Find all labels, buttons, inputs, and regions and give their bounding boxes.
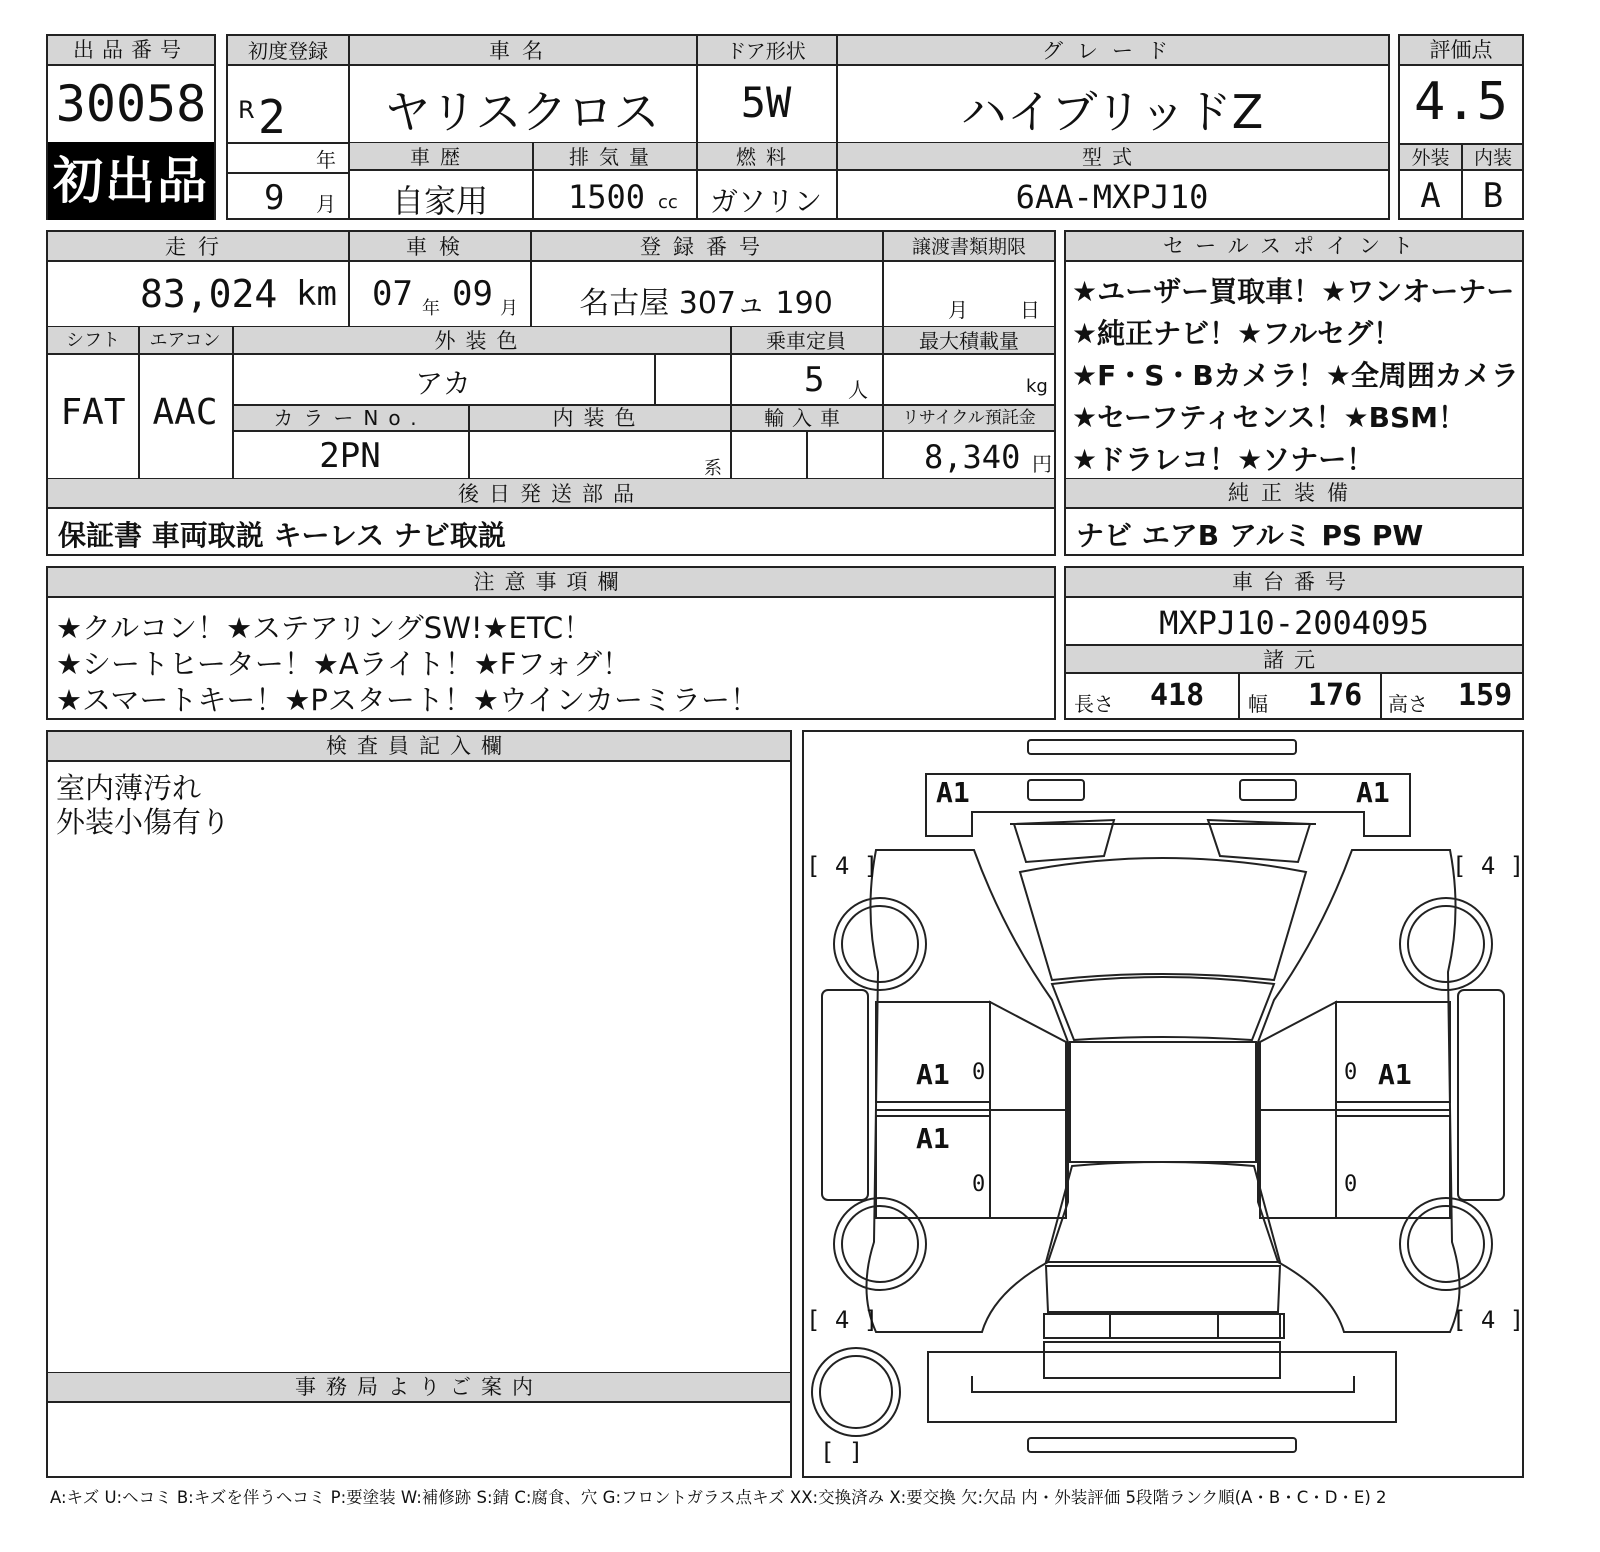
right-side-body (1258, 850, 1460, 1332)
car-name-label: 車名 (489, 39, 555, 63)
mark-left-rear-door: A1 (916, 1122, 950, 1155)
grade-label: グレード (1042, 39, 1182, 63)
inspector-box (46, 730, 792, 1478)
notes-line-3: ★スマートキー！★Pスタート！★ウインカーミラー！ (56, 683, 760, 717)
width-value: 176 (1308, 678, 1363, 713)
reg-month: 9 (264, 178, 285, 218)
inspector-line-1: 室内薄汚れ (56, 771, 202, 805)
aircon-label: エアコン (149, 330, 221, 351)
legend: A:キズ U:ヘコミ B:キズを伴うヘコミ P:要塗装 W:補修跡 S:錆 C:腐食、穴 G:フロントガラス点キズ XX:交換済み X:要交換 欠:欠品 内・外装評価 5段階ランク順(A・B・C・D・E) 2 (50, 1488, 1387, 1507)
wheel-rear-right (1400, 1198, 1492, 1290)
rear-bottom-bar (1028, 1438, 1296, 1452)
windshield (1052, 977, 1274, 1040)
zero-right-front: 0 (1344, 1060, 1358, 1085)
car-diagram (804, 732, 1525, 1476)
color-no-label: カラーNo. (273, 406, 427, 430)
aircon-value: AAC (152, 392, 218, 433)
history-label: 車歴 (410, 145, 470, 169)
transfer-day-unit: 日 (1020, 298, 1040, 322)
mileage-unit: km (296, 274, 337, 314)
import-label: 輸入車 (764, 406, 848, 430)
history-value: 自家用 (391, 182, 488, 220)
int-score: B (1482, 176, 1504, 216)
door-type: 5W (740, 78, 792, 127)
mileage-value: 83,024 (140, 272, 278, 316)
color-no-value: 2PN (319, 436, 381, 476)
grade: ハイブリッドZ (960, 85, 1264, 139)
details-box (46, 230, 1056, 556)
capacity-value: 5 (804, 360, 825, 400)
int-color-label: 内装色 (552, 406, 646, 430)
sales-line-5: ★ドラレコ！★ソナー！ (1072, 443, 1375, 476)
model-value: 6AA-MXPJ10 (1015, 178, 1209, 216)
rear-light-left (1044, 1314, 1110, 1338)
rear-light-right (1218, 1314, 1284, 1338)
length-label: 長さ (1074, 692, 1114, 716)
ext-score: A (1420, 176, 1441, 216)
fuel-value: ガソリン (709, 185, 822, 218)
inspection-year: 07 (372, 274, 413, 314)
left-sill (822, 990, 868, 1200)
inspection-year-unit: 年 (422, 298, 440, 319)
zero-right-rear: 0 (1344, 1172, 1358, 1197)
score-value: 4.5 (1414, 72, 1508, 132)
tire-front-right: [ 4 ] (1452, 852, 1525, 880)
chassis-label: 車台番号 (1066, 568, 1522, 598)
notes-line-1: ★クルコン！★ステアリングSW!★ETC！ (56, 611, 593, 645)
sales-line-4: ★セーフティセンス！★BSM！ (1072, 401, 1466, 434)
left-side-body (866, 850, 1068, 1332)
chassis-value: MXPJ10-2004095 (1159, 604, 1429, 642)
recycle-label: リサイクル預託金 (902, 408, 1036, 428)
inspector-label: 検査員記入欄 (48, 732, 790, 762)
sales-line-3: ★F・S・Bカメラ！★全周囲カメラ (1072, 359, 1519, 392)
shift-label: シフト (66, 330, 120, 351)
right-sill (1458, 990, 1504, 1200)
displacement-value: 1500 (568, 178, 646, 216)
tailgate (1046, 1266, 1280, 1312)
divider (882, 232, 884, 478)
chassis-box (1064, 566, 1524, 720)
car-name: ヤリスクロス (384, 85, 660, 139)
mark-front-left: A1 (936, 776, 970, 809)
score-label: 評価点 (1400, 36, 1522, 66)
divider (806, 432, 808, 478)
ext-score-label: 外装 (1411, 147, 1450, 169)
shift-value: FAT (60, 392, 126, 433)
rear-plate (1044, 1314, 1280, 1338)
wheel-rear-left (834, 1198, 926, 1290)
plate-label: 登録番号 (640, 235, 772, 259)
int-color-unit: 系 (704, 458, 722, 479)
plate-value: 名古屋 307ュ 190 (579, 286, 833, 321)
reg-month-unit: 月 (316, 192, 336, 216)
specs-label: 諸元 (1066, 644, 1522, 674)
hood (1020, 858, 1306, 980)
spare-tire (812, 1348, 900, 1436)
max-load-label: 最大積載量 (919, 329, 1019, 353)
reg-era: R (238, 96, 255, 124)
later-parts-label: 後日発送部品 (458, 482, 644, 506)
zero-left-rear: 0 (972, 1172, 986, 1197)
inspection-month: 09 (452, 274, 493, 314)
reg-label: 初度登録 (248, 39, 328, 63)
front-bumper-top-bar (1028, 740, 1296, 754)
car-diagram-box (802, 730, 1524, 1478)
sales-box (1064, 230, 1524, 556)
roof (1070, 1042, 1256, 1162)
max-load-unit: kg (1026, 376, 1048, 397)
transfer-label: 譲渡書類期限 (911, 236, 1026, 258)
capacity-label: 乗車定員 (766, 329, 846, 353)
tire-rear-right: [ 4 ] (1452, 1306, 1525, 1334)
int-score-label: 内装 (1473, 147, 1512, 169)
model-label: 型式 (1082, 145, 1142, 169)
inspector-line-2: 外装小傷有り (56, 805, 231, 839)
spare-tire-mark: [ ] (820, 1438, 864, 1466)
capacity-unit: 人 (848, 378, 868, 402)
later-parts-value: 保証書 車両取説 キーレス ナビ取説 (58, 519, 506, 552)
sales-line-1: ★ユーザー買取車！★ワンオーナー (1072, 275, 1515, 308)
inspection-label: 車検 (406, 235, 472, 259)
mileage-label: 走行 (165, 235, 231, 259)
score-box (1398, 34, 1524, 220)
tire-rear-left: [ 4 ] (806, 1306, 879, 1334)
divider (1238, 674, 1240, 718)
wheel-front-right (1400, 898, 1492, 990)
lot-box (46, 34, 216, 220)
displacement-unit: cc (658, 192, 678, 213)
first-listing-badge: 初出品 (48, 142, 214, 220)
equipment-value: ナビ エアB アルミ PS PW (1076, 519, 1424, 552)
sales-line-2: ★純正ナビ！★フルセグ！ (1072, 317, 1402, 350)
mark-left-front-door: A1 (916, 1058, 950, 1091)
displacement-label: 排気量 (569, 145, 659, 169)
front-light-left (1028, 780, 1084, 800)
headlight-left (1014, 820, 1114, 862)
length-value: 418 (1150, 678, 1205, 713)
inspection-month-unit: 月 (500, 298, 518, 319)
height-label: 高さ (1388, 692, 1428, 716)
mark-right-front-door: A1 (1378, 1058, 1412, 1091)
ext-color-value: アカ (415, 367, 471, 400)
fuel-label: 燃料 (736, 145, 796, 169)
recycle-unit: 円 (1032, 452, 1052, 476)
headlight-right (1208, 820, 1310, 862)
car-info-box (226, 34, 1390, 220)
wheel-front-left (834, 898, 926, 990)
zero-left-front: 0 (972, 1060, 986, 1085)
notes-label: 注意事項欄 (48, 568, 1054, 598)
rear-glass (1046, 1162, 1280, 1262)
office-label: 事務局よりご案内 (48, 1373, 790, 1403)
front-bumper (926, 774, 1410, 836)
door-label: ドア形状 (726, 39, 806, 63)
divider (654, 355, 656, 404)
height-value: 159 (1458, 678, 1513, 713)
reg-year-unit: 年 (316, 148, 336, 172)
notes-box (46, 566, 1056, 720)
lot-number: 30058 (55, 75, 207, 133)
ext-color-label: 外装色 (434, 329, 528, 353)
width-label: 幅 (1248, 692, 1268, 716)
divider (1380, 674, 1382, 718)
tire-front-left: [ 4 ] (806, 852, 879, 880)
transfer-month-unit: 月 (948, 298, 968, 322)
rear-bumper (928, 1352, 1396, 1422)
mark-front-right: A1 (1356, 776, 1390, 809)
right-rear-door (1336, 1116, 1450, 1218)
recycle-value: 8,340 (924, 438, 1021, 476)
lot-label: 出品番号 (48, 36, 214, 66)
sales-label: セールスポイント (1066, 232, 1522, 262)
front-light-right (1240, 780, 1296, 800)
equipment-label: 純正装備 (1066, 479, 1522, 509)
reg-year: 2 (258, 90, 286, 144)
rear-bumper-inner (1044, 1342, 1280, 1378)
notes-line-2: ★シートヒーター！★Aライト！★Fフォグ！ (56, 647, 632, 681)
